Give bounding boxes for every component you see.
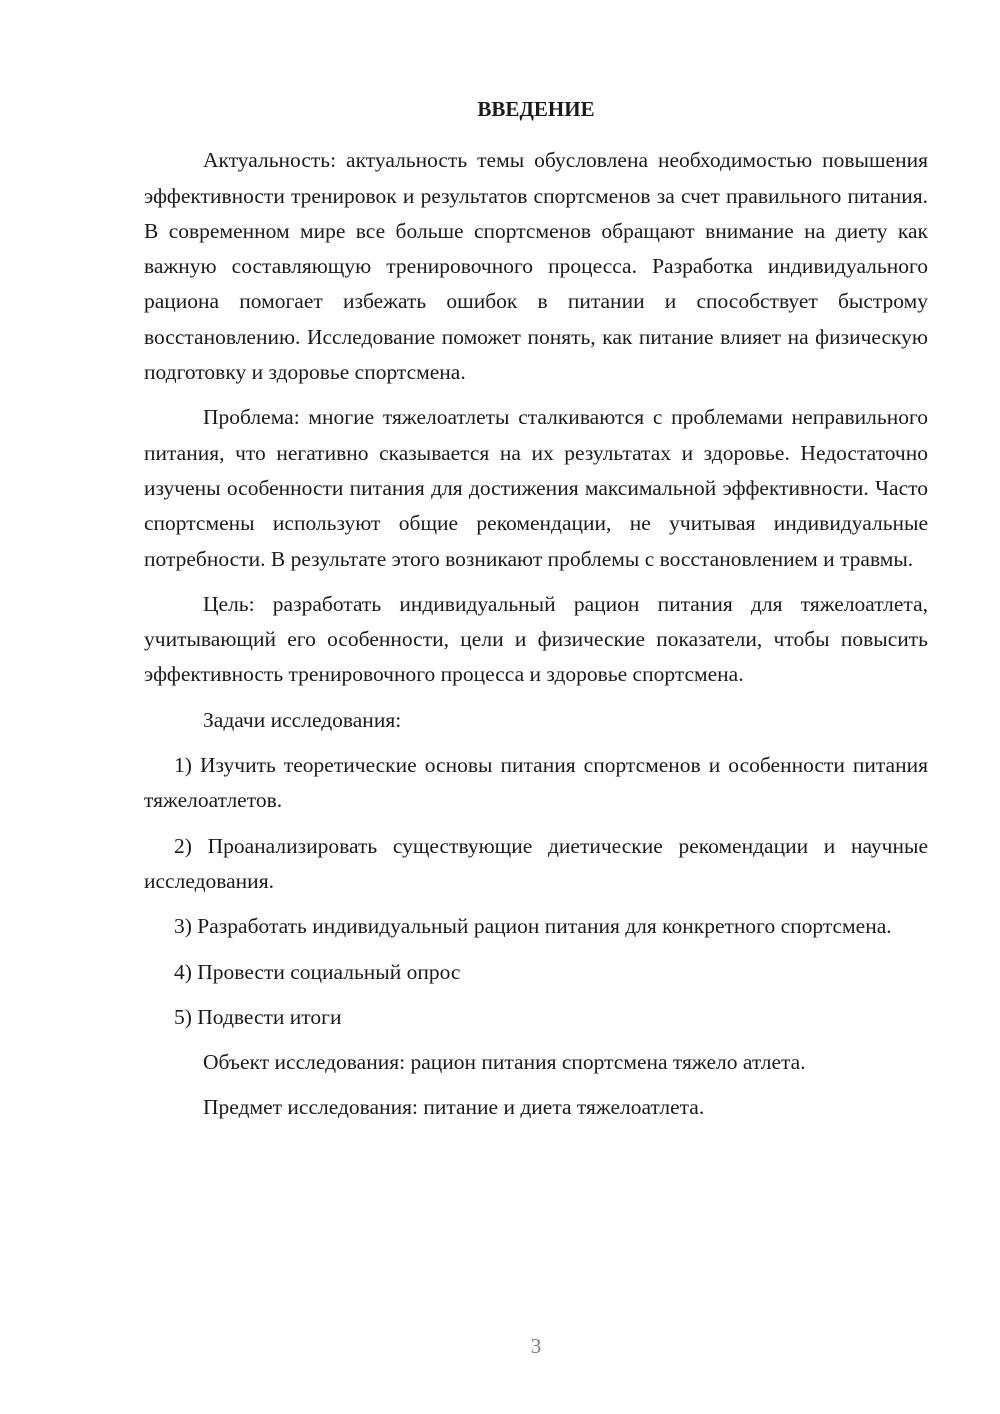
tasks-heading: Задачи исследования:	[203, 707, 402, 732]
document-page	[144, 92, 928, 1136]
task-item-1: 1) Изучить теоретические основы питания спортсменов и особенности питания тяжелоатлетов.	[144, 753, 928, 813]
relevance-paragraph: Актуальность: актуальность темы обусловлена необходимостью повышения эффективности тренировок и результатов спортсменов за счет правильного питания. В современном мире все больше спортсменов обращают внимание на диету как важную составляющую тренировочного процесса. Разработка индивидуального рациона помогает избежать ошибок в питании и способствует быстрому восстановлению. Исследование поможет понять, как питание влияет на физическую подготовку и здоровье спортсмена.	[144, 148, 928, 385]
page-number: 3	[530, 1334, 542, 1358]
research-object: Объект исследования: рацион питания спортсмена тяжело атлета.	[203, 1050, 806, 1075]
task-item-5: 5) Подвести итоги	[174, 1004, 342, 1029]
task-item-3: 3) Разработать индивидуальный рацион питания для конкретного спортсмена.	[174, 914, 892, 939]
goal-paragraph: Цель: разработать индивидуальный рацион питания для тяжелоатлета, учитывающий его особенности, цели и физические показатели, чтобы повысить эффективность тренировочного процесса и здоровье спортсмена.	[144, 591, 928, 687]
task-item-2: 2) Проанализировать существующие диетические рекомендации и научные исследования.	[144, 833, 928, 893]
task-item-4: 4) Провести социальный опрос	[174, 959, 461, 984]
problem-paragraph: Проблема: многие тяжелоатлеты сталкиваются с проблемами неправильного питания, что негативно сказывается на их результатах и здоровье. Недостаточно изучены особенности питания для достижения максимальной эффективности. Часто спортсмены используют общие рекомендации, не учитывая индивидуальные потребности. В результате этого возникают проблемы с восстановлением и травмы.	[144, 405, 928, 571]
section-title: ВВЕДЕНИЕ	[477, 97, 595, 121]
research-subject: Предмет исследования: питание и диета тяжелоатлета.	[203, 1095, 705, 1120]
